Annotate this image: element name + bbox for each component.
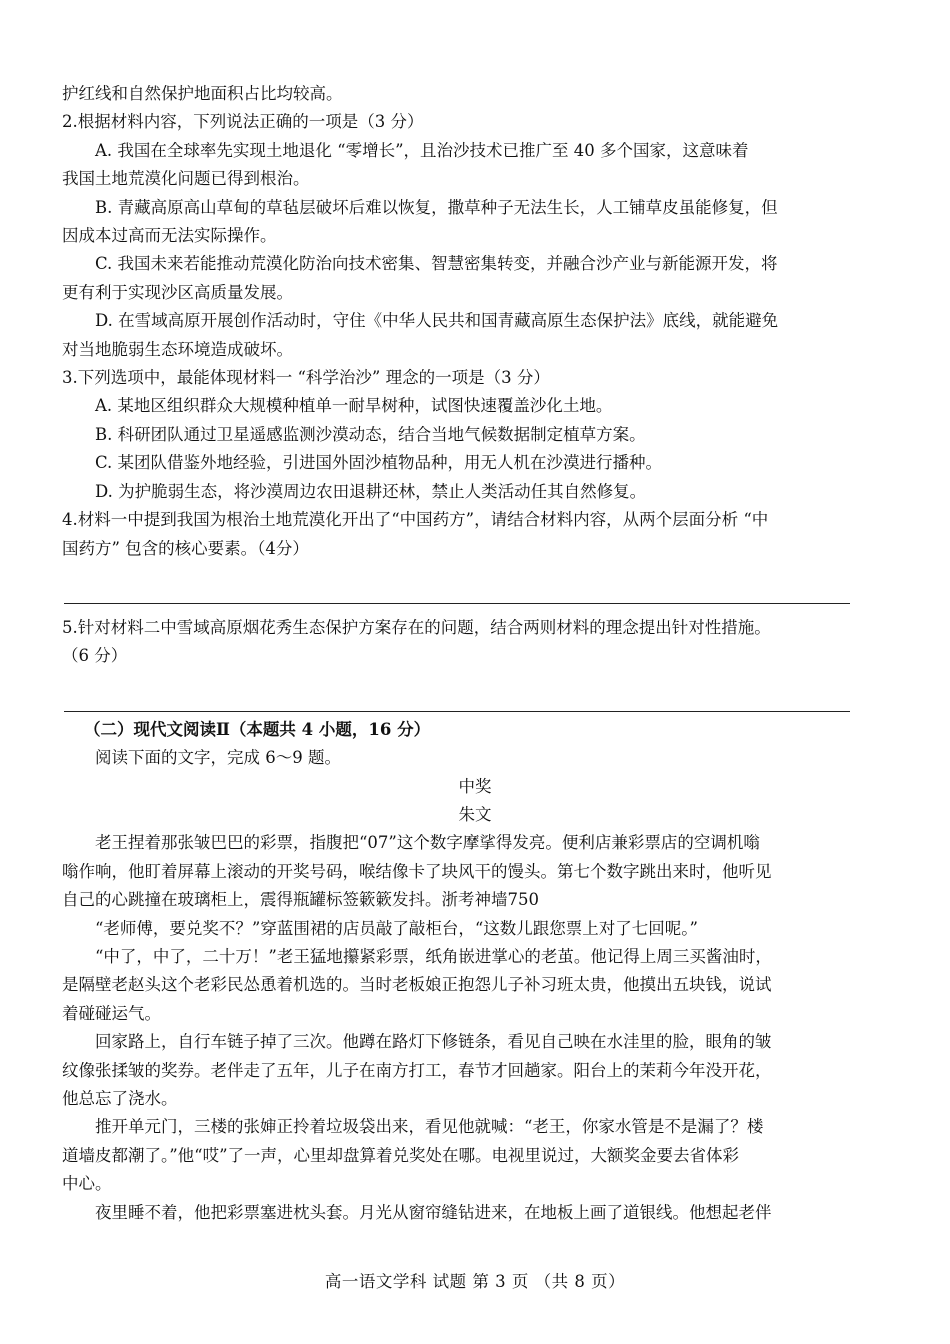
section-2-instruction: 阅读下面的文字，完成 6～9 题。: [95, 748, 341, 768]
question-2-option-c-cont: 更有利于实现沙区高质量发展。: [62, 282, 293, 302]
question-2-option-b-cont: 因成本过高而无法实际操作。: [62, 226, 277, 246]
story-paragraph-3-cont: 是隔壁老赵头这个老彩民怂恿着机选的。当时老板娘正抱怨儿子补习班太贵，他摸出五块钱，说试: [62, 975, 772, 995]
story-paragraph-5-cont: 道墙皮都潮了。”他“哎”了一声，心里却盘算着兑奖处在哪。电视里说过，大额奖金要去省体彩: [62, 1145, 740, 1165]
question-3-option-c: C. 某团队借鉴外地经验，引进国外固沙植物品种，用无人机在沙漠进行播种。: [95, 453, 663, 473]
story-paragraph-4-cont: 他总忘了浇水。: [62, 1089, 178, 1108]
question-5-stem-cont: （6 分）: [62, 646, 128, 666]
question-2-option-b: B. 青藏高原高山草甸的草毡层破坏后难以恢复，撒草种子无法生长，人工铺草皮虽能修复，但: [95, 197, 778, 217]
story-paragraph-3: “中了，中了，二十万！”老王猛地攥紧彩票，纸角嵌进掌心的老茧。他记得上周三买酱油时，: [95, 946, 772, 966]
story-paragraph-3-cont: 着碰碰运气。: [62, 1003, 161, 1023]
question-2-option-d-cont: 对当地脆弱生态环境造成破坏。: [62, 339, 293, 359]
question-5-stem: 5.针对材料二中雪域高原烟花秀生态保护方案存在的问题，结合两则材料的理念提出针对性措施。: [62, 617, 771, 637]
story-paragraph-6: 夜里睡不着，他把彩票塞进枕头套。月光从窗帘缝钻进来，在地板上画了道银线。他想起老伴: [95, 1202, 772, 1222]
story-paragraph-1-cont: 自己的心跳撞在玻璃柜上，震得瓶罐标签簌簌发抖。浙考神墙750: [62, 890, 539, 910]
story-paragraph-5: 推开单元门，三楼的张婶正拎着垃圾袋出来，看见他就喊：“老王，你家水管是不是漏了？楼: [95, 1117, 764, 1137]
question-3-option-d: D. 为护脆弱生态，将沙漠周边农田退耕还林，禁止人类活动任其自然修复。: [95, 481, 647, 501]
question-3-stem: 3.下列选项中，最能体现材料一 “科学治沙” 理念的一项是（3 分）: [62, 368, 550, 388]
question-2-stem: 2.根据材料内容，下列说法正确的一项是（3 分）: [62, 112, 424, 132]
story-paragraph-1-cont: 嗡作响，他盯着屏幕上滚动的开奖号码，喉结像卡了块风干的馒头。第七个数字跳出来时，他听见: [62, 861, 772, 881]
exam-page-content: [62, 80, 888, 1227]
question-2-option-c: C. 我国未来若能推动荒漠化防治向技术密集、智慧密集转变，并融合沙产业与新能源开发，将: [95, 254, 778, 274]
question-2-option-a: A. 我国在全球率先实现土地退化 “零增长”，且治沙技术已推广至 40 多个国家，这意味着: [95, 140, 749, 160]
q1-tail-text: 护红线和自然保护地面积占比均较高。: [62, 84, 343, 103]
story-paragraph-4: 回家路上，自行车链子掉了三次。他蹲在路灯下修链条，看见自己映在水洼里的脸，眼角的皱: [95, 1032, 772, 1052]
story-paragraph-4-cont: 纹像张揉皱的奖券。老伴走了五年，儿子在南方打工，春节才回趟家。阳台上的茉莉今年没开花，: [62, 1060, 772, 1080]
story-title: 中奖: [458, 776, 492, 796]
question-2-option-d: D. 在雪域高原开展创作活动时，守住《中华人民共和国青藏高原生态保护法》底线，就能避免: [95, 311, 779, 331]
page-footer: 高一语文学科 试题 第 3 页 （共 8 页）: [324, 1272, 626, 1291]
story-paragraph-5-cont: 中心。: [62, 1174, 112, 1194]
story-author: 朱文: [458, 804, 492, 824]
question-2-option-a-cont: 我国土地荒漠化问题已得到根治。: [62, 169, 310, 189]
story-paragraph-2: “老师傅，要兑奖不？”穿蓝围裙的店员敲了敲柜台，“这数儿跟您票上对了七回呢。”: [95, 918, 698, 938]
question-3-option-b: B. 科研团队通过卫星遥感监测沙漠动态，结合当地气候数据制定植草方案。: [95, 424, 646, 444]
question-4-stem-cont: 国药方” 包含的核心要素。（4分）: [62, 538, 309, 558]
question-3-option-a: A. 某地区组织群众大规模种植单一耐旱树种，试图快速覆盖沙化土地。: [95, 396, 613, 416]
question-4-stem: 4.材料一中提到我国为根治土地荒漠化开出了“中国药方”，请结合材料内容，从两个层面分析 “中: [62, 510, 769, 530]
story-paragraph-1: 老王捏着那张皱巴巴的彩票，指腹把“07”这个数字摩挲得发亮。便利店兼彩票店的空调机嗡: [95, 833, 760, 853]
section-2-heading: （二）现代文阅读Ⅱ（本题共 4 小题，16 分）: [84, 719, 431, 739]
